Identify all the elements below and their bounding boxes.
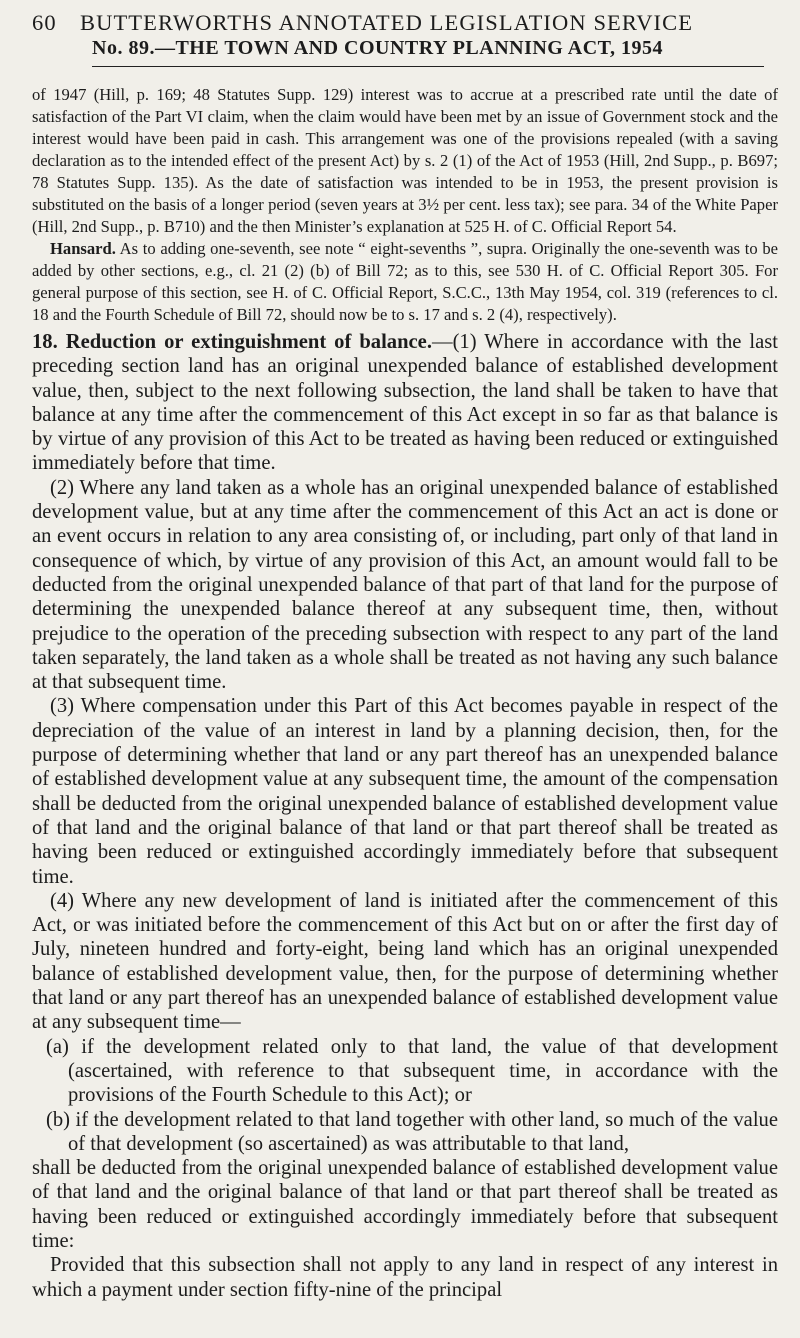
note-body: As to adding one-seventh, see note “ eight-sevenths ”, supra. Originally the one-seventh was to be added by other sections, e.g., cl. 21 (2) (b) of Bill 72; as to this, see 530 H. of C. Official Report 305. For general purpose of this section, see H. of C. Official Report, S.C.C., 13th May 1954, col. 319 (references to cl. 18 and the Fourth Schedule of Bill 72, should now be to s. 17 and s. 2 (4), respectively). <box>32 239 778 324</box>
proviso: Provided that this subsection shall not apply to any land in respect of any interest in which a payment under section fifty-nine of the principal <box>32 1254 778 1301</box>
annotation-notes <box>32 84 778 326</box>
subsection-4-tail: shall be deducted from the original unexpended balance of established development value of that land and the original balance of that land or that part thereof shall be treated as having been reduced or extinguished accordingly immediately before that subsequent time: <box>32 1157 778 1252</box>
subsection-4: (4) Where any new development of land is initiated after the commencement of this Act, or was initiated before the commencement of this Act but on or after the first day of July, nineteen hundred and forty-eight, being land which has an original unexpended balance of established development value, then, for the purpose of determining whether that land or any part thereof has an unexpended balance of established development value at any subsequent time— <box>32 889 778 1034</box>
subsection-1-text: —(1) Where in accordance with the last preceding section land has an original unexpended balance of established development value, then, subject to the next following subsection, the land shall be taken to have that balance at any time after the commencement of this Act except in so far as that balance is by virtue of any provision of this Act to be treated as having been reduced or extinguished immediately before that time. <box>32 331 778 475</box>
series-title: BUTTERWORTHS ANNOTATED LEGISLATION SERVICE <box>80 10 694 35</box>
act-title: No. 89.—THE TOWN AND COUNTRY PLANNING ACT, 1954 <box>92 37 663 59</box>
note-paragraph: of 1947 (Hill, p. 169; 48 Statutes Supp. 129) interest was to accrue at a prescribed rate until the date of satisfaction of the Part VI claim, when the claim would have been met by an issue of Government stock and the interest would have been paid in cash. This arrangement was one of the provisions repealed (with a saving declaration as to the intended effect of the present Act) by s. 2 (1) of the Act of 1953 (Hill, 2nd Supp., p. B697; 78 Statutes Supp. 135). As the date of satisfaction was intended to be in 1953, the present provision is substituted on the basis of a longer period (seven years at 3½ per cent. less tax); see para. 34 of the White Paper (Hill, 2nd Supp., p. B710) and the then Minister’s explanation at 525 H. of C. Official Report 54. <box>32 85 778 236</box>
page-number: 60 <box>32 10 57 35</box>
statutory-section <box>32 330 778 1302</box>
note-paragraph-hansard <box>32 238 778 326</box>
subsection-1 <box>32 330 778 476</box>
paragraph-a: (a) if the development related only to that land, the value of that development (ascertained, with reference to that subsequent time, in accordance with the provisions of the Fourth Schedule to this Act); or <box>46 1035 778 1107</box>
subsection-3: (3) Where compensation under this Part of this Act becomes payable in respect of the depreciation of the value of an interest in land by a planning decision, then, for the purpose of determining whether that land or any part thereof has an unexpended balance of established development value at any subsequent time, the amount of the compensation shall be deducted from the original unexpended balance of established development value of that land and the original balance of that land or that part thereof shall be treated as having been reduced or extinguished accordingly immediately before that subsequent time. <box>32 695 778 888</box>
section-heading: 18. Reduction or extinguishment of balance. <box>32 331 432 353</box>
note-lead: Hansard. <box>50 239 116 258</box>
header-rule <box>92 66 764 67</box>
subsection-2: (2) Where any land taken as a whole has an original unexpended balance of established development value, but at any time after the commencement of this Act an act is done or an event occurs in relation to any area consisting of, or including, part only of that land in consequence of which, by virtue of any provision of this Act, an amount would fall to be deducted from the original unexpended balance of that part of that land for the purpose of determining the unexpended balance thereof at any subsequent time, then, without prejudice to the operation of the preceding subsection with respect to any part of the land taken separately, the land taken as a whole shall be treated as not having any such balance at that subsequent time. <box>32 476 778 694</box>
paragraph-b: (b) if the development related to that land together with other land, so much of the value of that development (so ascertained) as was attributable to that land, <box>46 1108 778 1155</box>
running-header <box>32 10 772 36</box>
